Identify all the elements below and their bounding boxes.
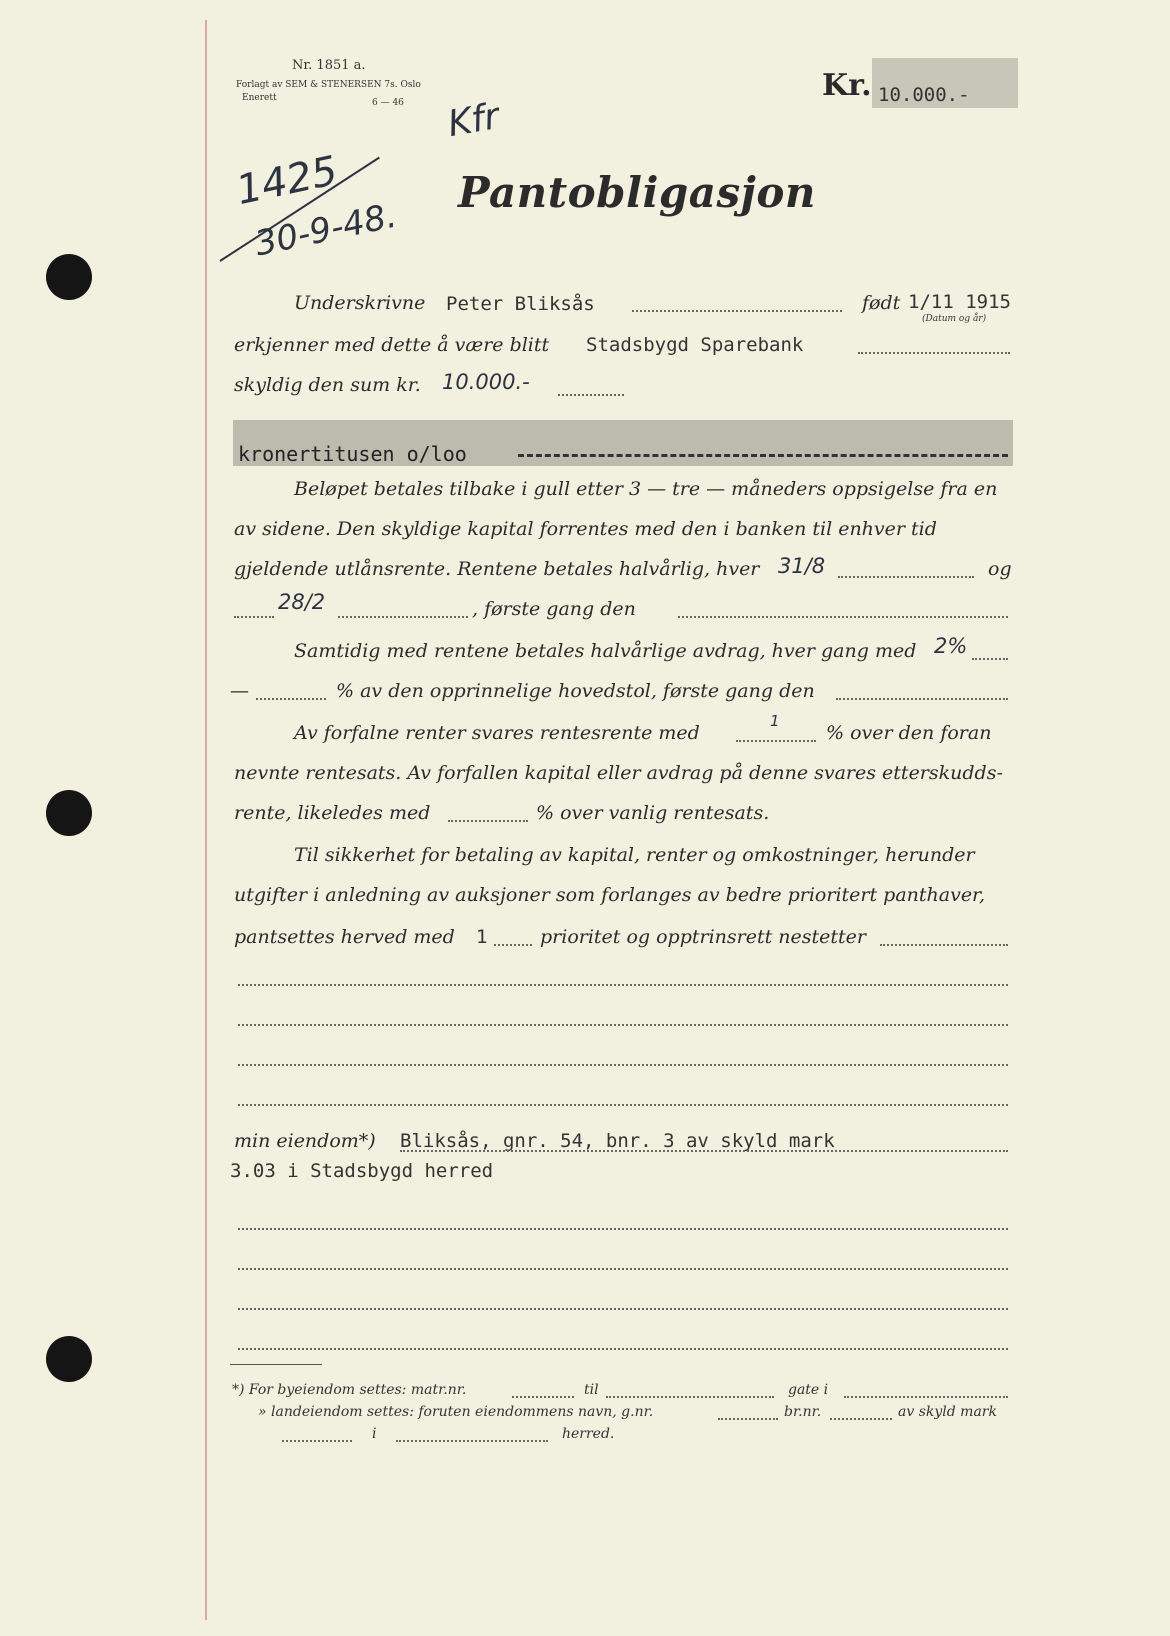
paragraph-text: utgifter i anledning av auksjoner som forlanges av bedre prioritert panthaver,: [234, 884, 986, 906]
owe-text: skyldig den sum kr.: [234, 374, 421, 396]
paragraph-text: Samtidig med rentene betales halvårlige avdrag, hver gang med: [294, 640, 917, 662]
fill-dots: [282, 1440, 352, 1442]
paragraph-text: gjeldende utlånsrente. Rentene betales halvårlig, hver: [234, 558, 760, 580]
fill-dots: [234, 616, 274, 618]
footnote-text: » landeiendom settes: foruten eiendommens navn, g.nr.: [258, 1404, 654, 1420]
undersigned-label: Underskrivne: [294, 292, 426, 314]
publisher-code: 6 — 46: [372, 98, 404, 108]
footnote-rule: [230, 1364, 322, 1365]
footnote-text: br.nr.: [784, 1404, 822, 1420]
paragraph-text: rente, likeledes med: [234, 802, 431, 824]
fill-dots: [448, 820, 528, 822]
born-hint: (Datum og år): [922, 314, 987, 324]
undersigned-name: Peter Bliksås: [446, 293, 595, 315]
fill-dots: [830, 1418, 892, 1420]
fill-dots: [256, 698, 326, 700]
paragraph-text: av sidene. Den skyldige kapital forrentes med den i banken til enhver tid: [234, 518, 937, 540]
and-word: og: [988, 558, 1012, 580]
handwritten-date: 30-9-48.: [251, 195, 401, 265]
publisher-rights: Enerett: [242, 93, 277, 103]
fill-dots: [632, 310, 842, 312]
installment-value: 2%: [934, 634, 968, 658]
priority-value: 1: [476, 926, 488, 948]
property-description: Bliksås, gnr. 54, bnr. 3 av skyld mark: [400, 1130, 835, 1152]
interest-date-2: 28/2: [278, 590, 326, 614]
property-label: min eiendom*): [234, 1130, 376, 1152]
interest-date-1: 31/8: [778, 554, 826, 578]
amount-in-words: kronertitusen o/loo: [238, 442, 467, 466]
footnote-text: herred.: [562, 1426, 615, 1442]
fill-dots: [558, 394, 624, 396]
band-dashes: [518, 454, 1008, 457]
first-time-text: , første gang den: [472, 598, 636, 620]
property-description-cont: 3.03 i Stadsbygd herred: [230, 1160, 494, 1182]
fill-dots: [238, 984, 1008, 986]
footnote-text: gate i: [788, 1382, 829, 1398]
paragraph-text: Av forfalne renter svares rentesrente med: [294, 722, 700, 744]
fill-dots: [494, 944, 532, 946]
punch-hole-middle: [46, 790, 92, 836]
footnote-text: *) For byeiendom settes: matr.nr.: [232, 1382, 467, 1398]
form-number: Nr. 1851 a.: [292, 58, 366, 73]
fill-dots: [836, 698, 1008, 700]
amount-label: Kr.: [822, 68, 872, 103]
fill-dots: [678, 616, 1008, 618]
fill-dots: [238, 1268, 1008, 1270]
handwritten-initials: Kfr: [444, 95, 503, 146]
paragraph-text: Beløpet betales tilbake i gull etter 3 — tre — måneders oppsigelse fra en: [294, 478, 998, 500]
fill-dots: [880, 944, 1008, 946]
born-date: 1/11 1915: [908, 291, 1011, 313]
paragraph-text: % av den opprinnelige hovedstol, første gang den: [336, 680, 815, 702]
fill-dots: [238, 1308, 1008, 1310]
born-label: født: [862, 292, 901, 314]
fill-dots: [238, 1228, 1008, 1230]
margin-rule: [205, 20, 207, 1620]
paragraph-text: prioritet og opptrinsrett nestetter: [540, 926, 867, 948]
fill-dots: [972, 658, 1008, 660]
footnote-text: til: [584, 1382, 599, 1398]
fill-dots: [238, 1064, 1008, 1066]
fill-dots: [512, 1396, 574, 1398]
punch-hole-bottom: [46, 1336, 92, 1382]
paragraph-text: % over den foran: [826, 722, 992, 744]
paragraph-text: pantsettes herved med: [234, 926, 455, 948]
document-title: Pantobligasjon: [458, 168, 816, 217]
footnote-text: av skyld mark: [898, 1404, 997, 1420]
publisher-line: Forlagt av SEM & STENERSEN 7s. Oslo: [236, 80, 421, 90]
fill-dots: [844, 1396, 1008, 1398]
creditor-name: Stadsbygd Sparebank: [586, 334, 804, 356]
fill-dots: [396, 1440, 548, 1442]
fill-dots: [718, 1418, 778, 1420]
fill-dots: [238, 1024, 1008, 1026]
acknowledge-text: erkjenner med dette å være blitt: [234, 334, 550, 356]
amount-value: 10.000.-: [878, 84, 970, 106]
paragraph-text: nevnte rentesats. Av forfallen kapital eller avdrag på denne svares etterskudds-: [234, 762, 1003, 784]
fill-dots: [736, 740, 816, 742]
paragraph-text: % over vanlig rentesats.: [536, 802, 770, 824]
fill-dots: [238, 1348, 1008, 1350]
fill-dots: [400, 1150, 1008, 1152]
fill-dots: [838, 576, 974, 578]
fill-dots: [606, 1396, 774, 1398]
punch-hole-top: [46, 254, 92, 300]
paragraph-text: Til sikkerhet for betaling av kapital, renter og omkostninger, herunder: [294, 844, 975, 866]
fill-dots: [858, 352, 1010, 354]
fill-dots: [338, 616, 468, 618]
owe-amount: 10.000.-: [442, 370, 530, 394]
fill-dots: [238, 1104, 1008, 1106]
rentesrente-value: 1: [770, 712, 780, 730]
footnote-text: i: [372, 1426, 377, 1442]
dash-mark: —: [230, 680, 249, 702]
handwritten-number: 1425: [232, 147, 342, 215]
